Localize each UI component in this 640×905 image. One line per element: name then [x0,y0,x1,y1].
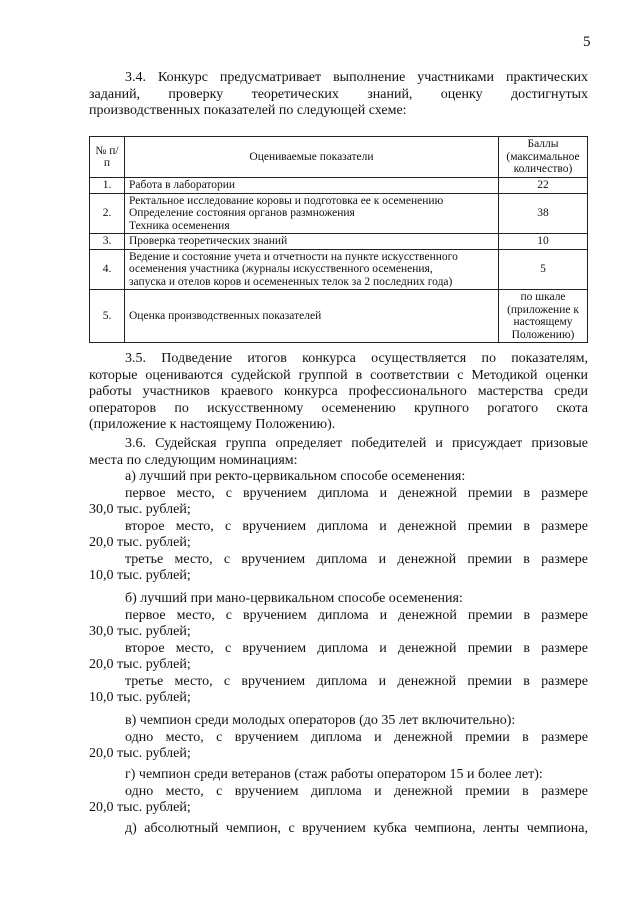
paragraph-line: работы участников краевого конкурса профессионального мастерства среди [89,384,588,399]
row-indicator-line: Оценка производственных показателей [129,309,322,322]
paragraph-line: операторов по искусственному осеменению крупного рогатого скота [89,400,588,416]
table-row [90,193,588,234]
row-points: 5 [499,249,588,290]
prize-amount: 30,0 тыс. рублей; [89,624,191,639]
paragraph-3-6 [89,436,588,469]
prize-line: второе место, с вручением диплома и денежной премии в размере [125,518,588,534]
prize-amount: 10,0 тыс. рублей; [89,690,191,705]
row-num: 3. [90,234,125,250]
row-indicator-line: Ректальное исследование коровы и подготовка ее к осеменению [129,194,444,207]
table-row [90,290,588,343]
nomination-b [89,591,588,707]
nomination-title: в) чемпион среди молодых операторов (до 35 лет включительно): [125,713,516,728]
prize-line: третье место, с вручением диплома и денежной премии в размере [125,673,588,689]
nomination-d [89,821,588,838]
prize-amount: 20,0 тыс. рублей; [89,800,191,815]
nomination-title: г) чемпион среди ветеранов (стаж работы оператором 15 и более лет): [125,767,543,782]
row-indicator [125,178,499,194]
table-row [90,178,588,194]
paragraph-line: 3.6. Судейская группа определяет победителей и присуждает призовые [125,436,588,451]
table-header-row [90,137,588,178]
paragraph-line: (приложение к настоящему Положению). [89,417,336,432]
row-points: 10 [499,234,588,250]
row-indicator-line: Техника осеменения [129,219,230,232]
header-indicator: Оцениваемые показатели [125,137,499,178]
nomination-title: д) абсолютный чемпион, с вручением кубка чемпиона, ленты чемпиона, [125,821,588,836]
row-indicator [125,249,499,290]
row-num: 1. [90,178,125,194]
row-points: по шкале (приложение к настоящему Положению) [499,290,588,343]
prize-amount: 30,0 тыс. рублей; [89,502,191,517]
nomination-a [89,469,588,585]
row-indicator-line: Ведение и состояние учета и отчетности на пункте искусственного [129,250,458,263]
prize-line: первое место, с вручением диплома и денежной премии в размере [125,485,588,501]
prize-amount: 20,0 тыс. рублей; [89,535,191,550]
intro-line: 3.4. Конкурс предусматривает выполнение участниками практических [125,70,588,85]
row-indicator [125,290,499,343]
header-num: № п/п [90,137,125,178]
prize-amount: 20,0 тыс. рублей; [89,746,191,761]
prize-amount: 10,0 тыс. рублей; [89,568,191,583]
paragraph-line: которые оцениваются судейской группой в соответствии с Методикой оценки [89,367,588,383]
table-row [90,249,588,290]
intro-line: заданий, проверку теоретических знаний, оценку достигнутых [89,86,588,102]
row-points: 22 [499,178,588,194]
intro-paragraph [89,70,588,120]
prize-amount: 20,0 тыс. рублей; [89,657,191,672]
header-points: Баллы (максимальное количество) [499,137,588,178]
row-points: 38 [499,193,588,234]
row-indicator-line: Определение состояния органов размножения [129,207,355,219]
row-num: 5. [90,290,125,343]
scoring-table [89,136,588,343]
paragraph-3-5 [89,351,588,434]
nomination-v [89,713,588,763]
row-num: 2. [90,193,125,234]
table-row [90,234,588,250]
paragraph-line: 3.5. Подведение итогов конкурса осуществляется по показателям, [125,351,588,366]
paragraph-line: места по следующим номинациям: [89,452,298,468]
prize-line: одно место, с вручением диплома и денежной премии в размере [125,729,588,745]
row-indicator-line: Работа в лаборатории [129,179,236,191]
prize-line: одно место, с вручением диплома и денежной премии в размере [125,783,588,799]
row-indicator [125,234,499,250]
page-number: 5 [583,34,591,50]
row-indicator-line: осеменения участника (журналы искусственного осеменения, [129,263,433,275]
row-indicator [125,193,499,234]
intro-line: производственных показателей по следующей схеме: [89,103,407,118]
nomination-g [89,767,588,817]
prize-line: третье место, с вручением диплома и денежной премии в размере [125,551,588,567]
row-num: 4. [90,249,125,290]
prize-line: второе место, с вручением диплома и денежной премии в размере [125,640,588,656]
nomination-title: а) лучший при ректо-цервикальном способе осеменения: [125,469,466,484]
row-indicator-line: Проверка теоретических знаний [129,235,288,247]
prize-line: первое место, с вручением диплома и денежной премии в размере [125,607,588,623]
nomination-title: б) лучший при мано-цервикальном способе осеменения: [125,591,463,606]
row-indicator-line: запуска и отелов коров и осемененных телок за 2 последних года) [129,275,453,288]
